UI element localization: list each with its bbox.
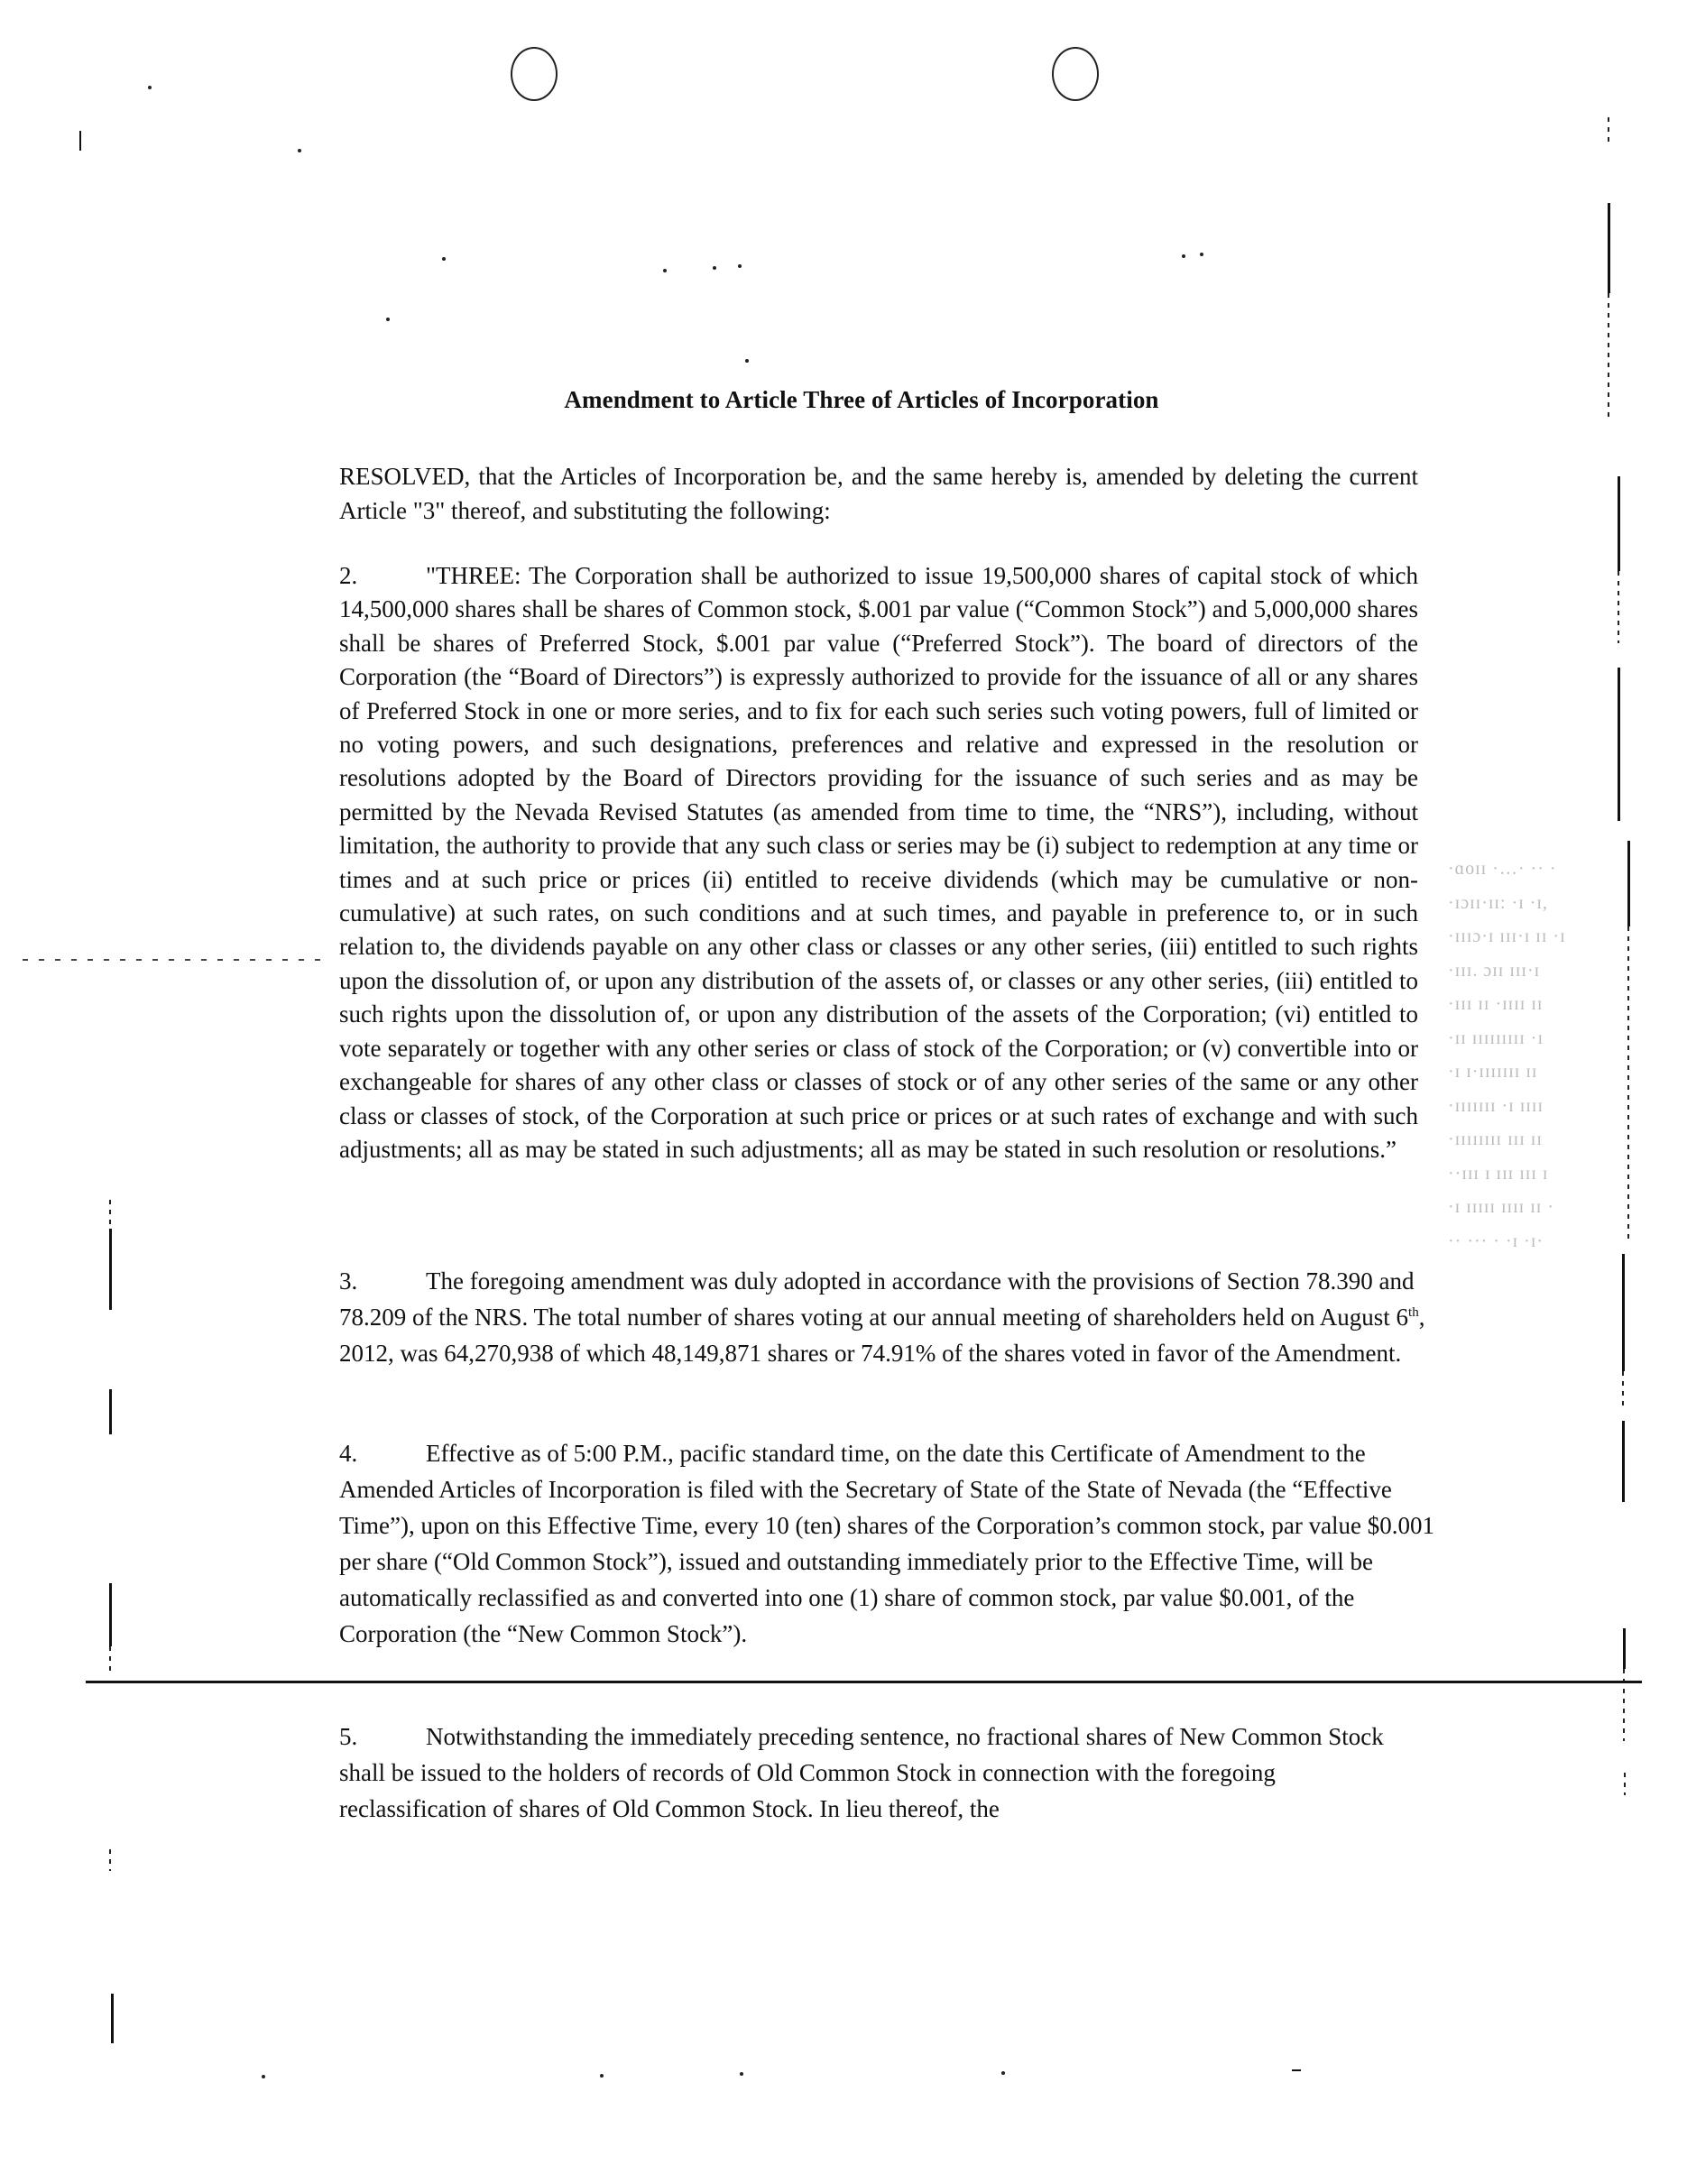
section-text-continued: , 2012, was 64,270,938 of which 48,149,871 shares or 74.91% of the shares voted in favor of the Amendment. [339,1304,1425,1367]
scan-speckle-line [23,959,325,961]
scan-edge-mark [109,1200,111,1229]
ordinal-suffix: th [1408,1305,1419,1320]
section-2 [339,559,1418,1166]
scan-edge-mark [1624,1773,1626,1795]
scan-edge-bar [1608,203,1610,293]
scan-mark [79,131,81,151]
scan-edge-bar [1618,476,1620,571]
scan-edge-bar [109,1583,112,1646]
section-text: Notwithstanding the immediately preceding sentence, no fractional shares of New Common Stock shall be issued to the holders of records of Old Common Stock in connection with the foregoing reclassification of shares of Old Common Stock. In lieu thereof, the [339,1723,1384,1822]
scan-edge-bar [1622,1421,1625,1502]
scan-edge-mark [109,1646,111,1673]
scan-speck [148,86,152,89]
section-number: 2. [339,562,358,589]
binder-hole-right [1052,47,1099,101]
scan-speck [1292,2069,1301,2071]
scan-edge-bar [111,1994,114,2043]
binder-hole-left [511,47,558,101]
section-text: The foregoing amendment was duly adopted in accordance with the provisions of Section 78.390 and 78.209 of the NRS. The total number of shares voting at our annual meeting of shareholders held on August 6 [339,1267,1415,1331]
scan-speck [1001,2071,1005,2075]
scan-horizontal-line [86,1681,1642,1683]
scan-speck [713,266,716,270]
section-text: "THREE: The Corporation shall be authorized to issue 19,500,000 shares of capital stock of which 14,500,000 shares shall be shares of Common stock, $.001 par value (“Common Stock”) and 5,000,000 shares shall be shares of Preferred Stock, $.001 par value (“Preferred Stock”). The board of directors of the Corporation (the “Board of Directors”) is expressly authorized to provide for the issuance of all or any shares of Preferred Stock in one or more series, and to fix for each such series such voting powers, full of limited or no voting powers, and such designations, preferences and relative and expressed in the resolution or resolutions adopted by the Board of Directors providing for the issuance of such series and as may be permitted by the Nevada Revised Statutes (as amended from time to time, the “NRS”), including, without limitation, the authority to provide that any such class or series may be (i) subject to redemption at any time or times and at such price or prices (ii) entitled to receive dividends (which may be cumulative or non-cumulative) at such rates, on such conditions and at such times, and payable in preference to, or in such relation to, the dividends payable on any other class or classes or any other series, (iii) entitled to such rights upon the dissolution of, or upon any distribution of the assets of, or classes or any other series, (iii) entitled to such rights upon the dissolution of, or upon any distribution of the assets of the Corporation; (vi) entitled to vote separately or together with any other series or class of stock of the Corporation; or (v) convertible into or exchangeable for shares of any other class or classes of stock or of any other series of the same or any other class or classes of stock, of the Corporation at such price or prices or at such rates of exchange and with such adjustments; all as may be stated in such adjustments; all as may be stated in such resolution or resolutions.” [339,562,1418,1163]
scan-speck [1200,253,1203,256]
section-number: 3. [339,1267,358,1295]
scan-speck [386,318,390,321]
section-3 [339,1263,1431,1371]
scan-edge-bar [109,1389,112,1434]
scan-edge-mark [1623,1669,1625,1741]
scan-speck [600,2074,604,2078]
section-number: 4. [339,1440,358,1467]
scan-speck [298,149,301,152]
section-5 [339,1719,1404,1827]
scan-edge-bar [1623,1628,1626,1669]
scan-speck [745,359,749,363]
scan-speck [738,264,742,268]
scan-edge-bar [109,1229,112,1310]
section-text: Effective as of 5:00 P.M., pacific standard time, on the date this Certificate of Amendment to the Amended Articles of Incorporation is filed with the Secretary of State of the State of Nevada (the “Effective Time”), upon on this Effective Time, every 10 (ten) shares of the Corporation’s common stock, par value $0.001 per share (“Old Common Stock”), issued and outstanding immediately prior to the Effective Time, will be automatically reclassified as and converted into one (1) share of common stock, par value $0.001, of the Corporation (the “New Common Stock”). [339,1440,1435,1647]
scan-edge-mark [109,1849,111,1871]
scan-edge-bar [1622,1254,1625,1371]
scan-speck [262,2075,265,2078]
scan-edge-mark [1618,571,1619,643]
scan-speck [1182,254,1185,258]
section-4 [339,1435,1440,1652]
scan-speck [663,269,667,272]
scan-edge-bar [1618,668,1620,821]
scan-edge-mark [1622,1371,1624,1407]
document-title: Amendment to Article Three of Articles of Incorporation [564,386,1159,413]
scan-edge-mark [1608,117,1609,144]
scan-speck [442,257,446,261]
resolution-paragraph: RESOLVED, that the Articles of Incorporation be, and the same hereby is, amended by deleting the current Article "3" thereof, and substituting the following: [339,463,1418,524]
section-number: 5. [339,1723,358,1750]
scan-speck [740,2072,743,2076]
bleed-through-text: ·ɑoɪɪ ·…· ·· · ·ɪɔɪɪ·ɪɪ: ·ɪ ·ɪ, ·ɪɪɪɔ·ɪ ɪɪɪ·ɪ ɪɪ ·ɪ ·ɪɪɪ. ɔɪɪ ɪɪɪ·ɪ ·ɪɪɪ ɪɪ ·ɪɪɪɪ ɪɪ ·ɪɪ ɪɪɪɪɪɪɪɪɪ ·ɪ ·ɪ ɪ·ɪɪɪɪɪɪɪ ɪɪ ·ɪɪɪɪɪɪɪ ·ɪ ɪɪɪɪ ·ɪɪɪɪɪɪɪɪ ɪɪɪ ɪɪ ··ɪɪɪ ɪ ɪɪɪ ɪɪɪ ɪ ·ɪ ɪɪɪɪɪ ɪɪɪɪ ɪɪ · ·· ··· · ·ɪ ·ɪ· [1448,859,1566,1251]
